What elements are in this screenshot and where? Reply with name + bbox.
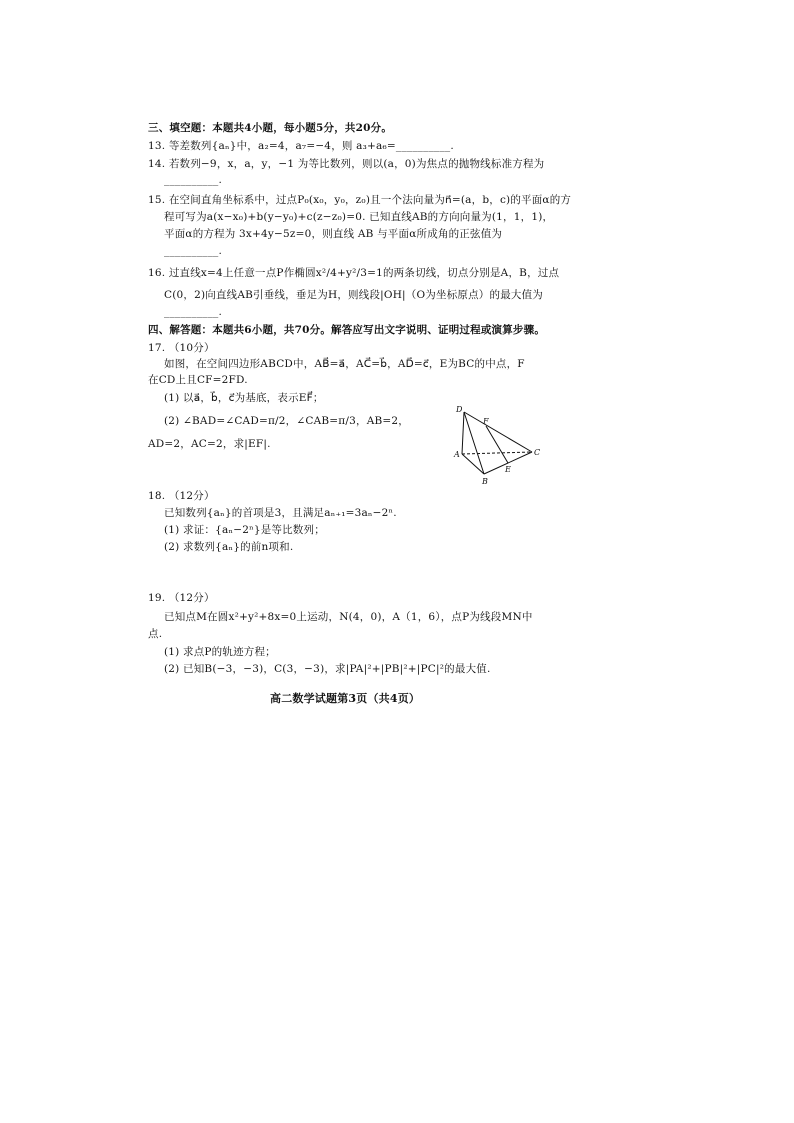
question-19-line2: 点.	[148, 628, 163, 640]
label-C: C	[534, 448, 541, 457]
question-15-line2: 程可写为a(x−x₀)+b(y−y₀)+c(z−z₀)=0. 已知直线AB的方向向量为(1，1，1)，	[164, 211, 554, 223]
page-footer: 高二数学试题第3页（共4页）	[270, 692, 421, 705]
question-17-line2: 在CD上且CF=2FD.	[148, 374, 248, 386]
question-14-line1: 14. 若数列−9，x，a，y，−1 为等比数列，则以(a，0)为焦点的抛物线标准方程为	[148, 158, 545, 170]
question-17-part2b: AD=2，AC=2，求|EF|.	[148, 438, 271, 450]
section4-heading: 四、解答题：本题共6小题，共70分。解答应写出文字说明、证明过程或演算步骤。	[148, 324, 546, 336]
question-14-line2: __________.	[164, 174, 223, 186]
question-19-line1: 已知点M在圆x²+y²+8x=0上运动，N(4，0)，A（1，6），点P为线段MN中	[164, 611, 533, 623]
label-E: E	[505, 465, 511, 474]
question-18-part2: (2) 求数列{aₙ}的前n项和.	[164, 541, 294, 553]
question-18-header: 18. （12分）	[148, 490, 215, 502]
label-B: B	[482, 477, 488, 486]
question-16-line3: __________.	[164, 306, 223, 318]
question-17-line1: 如图，在空间四边形ABCD中，AB⃗=a⃗，AC⃗=b⃗，AD⃗=c⃗，E为BC的中点，F	[164, 358, 525, 370]
question-18-line1: 已知数列{aₙ}的首项是3，且满足aₙ₊₁=3aₙ−2ⁿ.	[164, 507, 397, 519]
question-16-line1: 16. 过直线x=4上任意一点P作椭圆x²/4+y²/3=1的两条切线，切点分别是A，B，过点	[148, 267, 560, 279]
question-17-part2: (2) ∠BAD=∠CAD=π/2，∠CAB=π/3，AB=2，	[164, 415, 409, 427]
question-15-line1: 15. 在空间直角坐标系中，过点P₀(x₀，y₀，z₀)且一个法向量为n⃗=(a，b，c)的平面α的方	[148, 194, 572, 206]
question-15-line4: __________.	[164, 245, 223, 257]
label-F: F	[483, 417, 489, 426]
question-17-part1: (1) 以a⃗，b⃗，c⃗为基底，表示EF⃗；	[164, 392, 324, 404]
section3-heading: 三、填空题：本题共4小题，每小题5分，共20分。	[148, 122, 393, 134]
edge-AC-hidden	[462, 452, 532, 454]
question-19-header: 19. （12分）	[148, 592, 215, 604]
question-17-header: 17. （10分）	[148, 342, 215, 354]
question-18-part1: (1) 求证：{aₙ−2ⁿ}是等比数列；	[164, 524, 325, 536]
label-A: A	[454, 450, 460, 459]
question-19-part1: (1) 求点P的轨迹方程；	[164, 646, 276, 658]
question-16-line2: C(0，2)向直线AB引垂线，垂足为H，则线段|OH|（O为坐标原点）的最大值为	[164, 289, 543, 301]
question-19-part2: (2) 已知B(−3，−3)，C(3，−3)，求|PA|²+|PB|²+|PC|²的最大值.	[164, 663, 491, 675]
label-D: D	[456, 405, 463, 414]
question-15-line3: 平面α的方程为 3x+4y−5z=0，则直线 AB 与平面α所成角的正弦值为	[164, 228, 503, 240]
edge-DA	[462, 412, 464, 454]
question-13: 13. 等差数列{aₙ}中，a₂=4，a₇=−4，则 a₃+a₆=__________.	[148, 140, 454, 152]
tetrahedron-figure	[450, 402, 542, 488]
